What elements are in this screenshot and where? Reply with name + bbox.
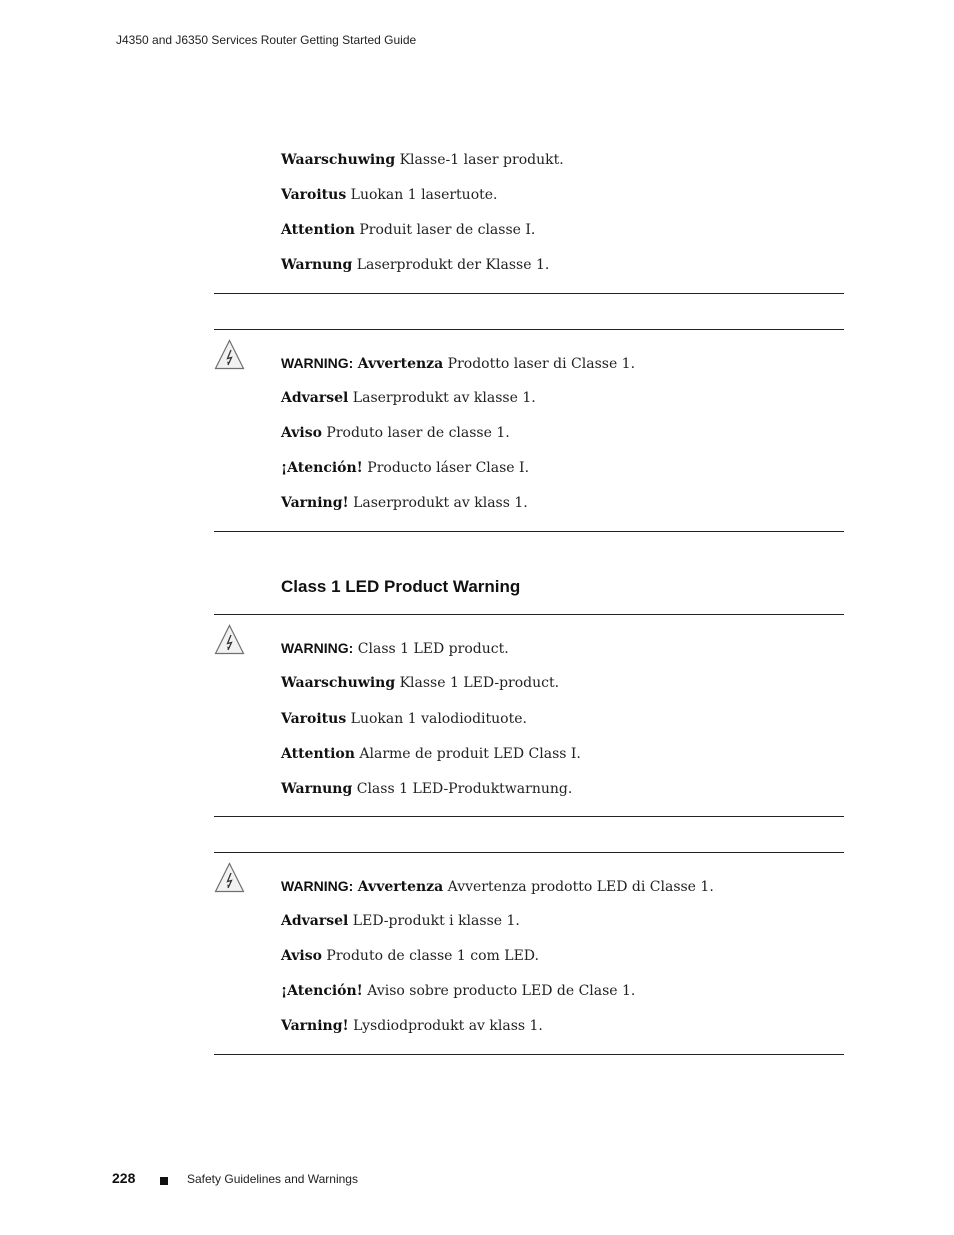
page-number: 228 <box>112 1170 136 1186</box>
warning-text: LED-produkt i klasse 1. <box>352 913 520 929</box>
warning-line-french <box>281 222 535 238</box>
warning-text: Klasse 1 LED-product. <box>399 675 560 691</box>
warning-line-italian <box>281 355 635 372</box>
warning-text: Laserprodukt der Klasse 1. <box>356 257 550 273</box>
square-bullet-icon <box>160 1177 168 1185</box>
warning-text: Produto de classe 1 com LED. <box>326 948 539 964</box>
language-label: Warnung <box>281 781 353 797</box>
warning-line-norwegian <box>281 913 520 929</box>
warning-line-finnish <box>281 187 498 203</box>
language-label: Waarschuwing <box>281 152 396 168</box>
warning-line-portuguese <box>281 425 510 441</box>
warning-line-swedish <box>281 495 528 511</box>
language-label: Warnung <box>281 257 353 273</box>
warning-line-dutch <box>281 152 564 168</box>
language-label: Advarsel <box>281 390 349 406</box>
divider-rule <box>214 614 844 615</box>
language-label: Varoitus <box>281 187 347 203</box>
language-label: Waarschuwing <box>281 675 396 691</box>
section-title: Class 1 LED Product Warning <box>281 577 521 596</box>
warning-line-swedish <box>281 1018 543 1034</box>
warning-line-spanish <box>281 460 529 476</box>
warning-text: Produto laser de classe 1. <box>326 425 510 441</box>
warning-line-french <box>281 746 581 762</box>
warning-line-norwegian <box>281 390 536 406</box>
language-label: Advarsel <box>281 913 349 929</box>
electrical-hazard-icon <box>214 862 245 893</box>
language-label: Aviso <box>281 948 322 964</box>
warning-text: Prodotto laser di Classe 1. <box>447 356 636 372</box>
warning-line-spanish <box>281 983 635 999</box>
warning-tag: WARNING: <box>281 640 354 656</box>
warning-tag: WARNING: <box>281 355 354 371</box>
language-label: Varoitus <box>281 711 347 727</box>
language-label: Avvertenza <box>357 356 444 372</box>
warning-line-english <box>281 640 509 657</box>
language-label: Varning! <box>281 1018 349 1034</box>
language-label: Attention <box>281 746 355 762</box>
electrical-hazard-icon <box>214 339 245 370</box>
warning-text: Klasse-1 laser produkt. <box>399 152 564 168</box>
warning-line-finnish <box>281 711 527 727</box>
warning-tag: WARNING: <box>281 878 354 894</box>
warning-line-dutch <box>281 675 559 691</box>
warning-line-portuguese <box>281 948 539 964</box>
running-header: J4350 and J6350 Services Router Getting Started Guide <box>116 33 417 47</box>
language-label: Aviso <box>281 425 322 441</box>
warning-text: Producto láser Clase I. <box>367 460 530 476</box>
warning-text: Luokan 1 valodiodituote. <box>350 711 527 727</box>
warning-text: Produit laser de classe I. <box>359 222 536 238</box>
footer-section-title: Safety Guidelines and Warnings <box>187 1172 358 1186</box>
divider-rule <box>214 1054 844 1055</box>
warning-text: Aviso sobre producto LED de Clase 1. <box>367 983 636 999</box>
electrical-hazard-icon <box>214 624 245 655</box>
warning-text: Lysdiodprodukt av klass 1. <box>353 1018 543 1034</box>
divider-rule <box>214 329 844 330</box>
warning-text: Class 1 LED product. <box>357 641 509 657</box>
warning-text: Class 1 LED-Produktwarnung. <box>356 781 573 797</box>
warning-text: Laserprodukt av klass 1. <box>353 495 528 511</box>
divider-rule <box>214 293 844 294</box>
language-label: ¡Atención! <box>281 983 363 999</box>
language-label: ¡Atención! <box>281 460 363 476</box>
language-label: Avvertenza <box>357 879 444 895</box>
warning-text: Luokan 1 lasertuote. <box>350 187 498 203</box>
warning-line-italian <box>281 878 714 895</box>
warning-text: Alarme de produit LED Class I. <box>359 746 581 762</box>
warning-text: Avvertenza prodotto LED di Classe 1. <box>447 879 714 895</box>
warning-text: Laserprodukt av klasse 1. <box>352 390 536 406</box>
divider-rule <box>214 816 844 817</box>
language-label: Attention <box>281 222 355 238</box>
divider-rule <box>214 852 844 853</box>
divider-rule <box>214 531 844 532</box>
language-label: Varning! <box>281 495 349 511</box>
warning-line-german <box>281 781 572 797</box>
warning-line-german <box>281 257 549 273</box>
